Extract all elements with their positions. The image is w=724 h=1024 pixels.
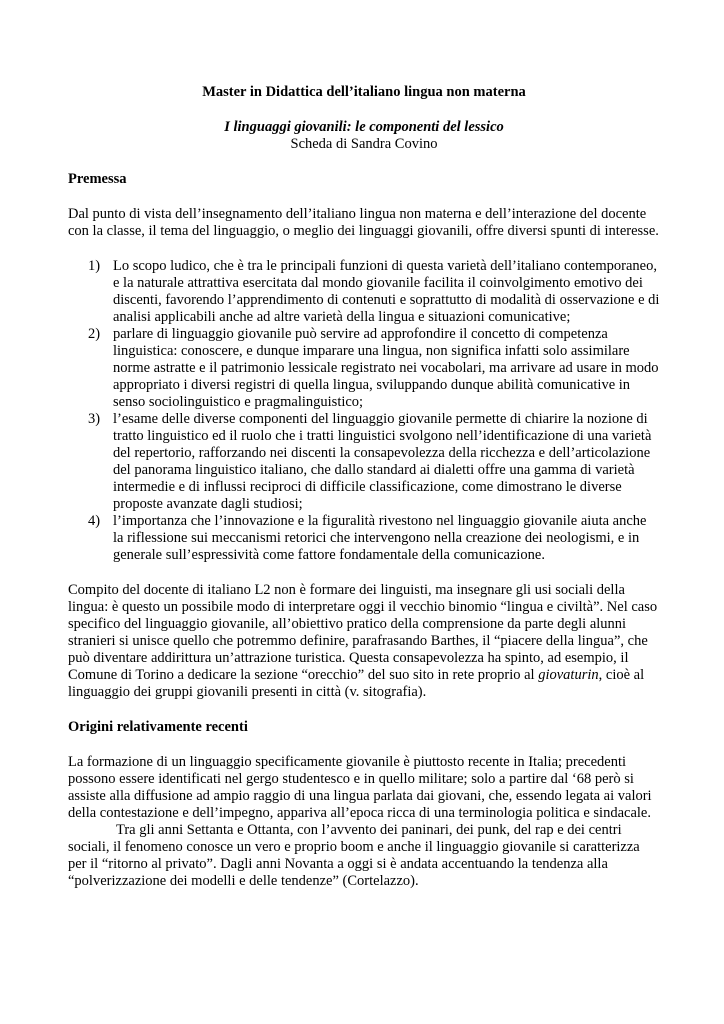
document-title: Master in Didattica dell’italiano lingua non materna [202,84,526,100]
list-item-number: 2) [88,326,101,342]
document-page [68,84,660,890]
section-heading-premessa: Premessa [68,171,127,187]
list-item-text: parlare di linguaggio giovanile può servire ad approfondire il concetto di competenza linguistica: conoscere, e dunque imparare una lingua, non significa infatti solo assimilare norme astratte e il patrimonio lessicale registrato nei vocabolari, ma arrivare ad usare in modo appropriato i diversi registri di quella lingua, sviluppando dunque abilità comunicative in senso sociolinguistico e pragmalinguistico; [113,326,659,410]
premessa-closing-paragraph [68,582,660,701]
premessa-list [68,258,660,564]
list-item-text: l’importanza che l’innovazione e la figuralità rivestono nel linguaggio giovanile aiuta anche la riflessione sui meccanismi retorici che intervengono nella creazione dei neologismi, e in generale sull’espressività come fattore fondamentale della comunicazione. [113,513,647,563]
origini-paragraph-2: Tra gli anni Settanta e Ottanta, con l’avvento dei paninari, dei punk, del rap e dei centri sociali, il fenomeno conosce un vero e proprio boom e anche il linguaggio giovanile si caratterizza per il “ritorno al privato”. Dagli anni Novanta a oggi si è andata accentuando la tendenza alla “polverizzazione dei modelli e delle tendenze” (Cortelazzo). [68,822,640,889]
origini-paragraph-1: La formazione di un linguaggio specificamente giovanile è piuttosto recente in Italia; precedenti possono essere identificati nel gergo studentesco e in quello militare; solo a partire dal ‘68 però si assiste alla diffusione ad ampio raggio di una lingua parlata dai giovani, che, essendo legata ai valori della contestazione e dell’impegno, appariva all’epoca ricca di una terminologia politica e sindacale. [68,754,652,821]
list-item-number: 3) [88,411,101,427]
list-item-number: 1) [88,258,101,274]
premessa-intro: Dal punto di vista dell’insegnamento dell’italiano lingua non materna e dell’interazione del docente con la classe, il tema del linguaggio, o meglio dei linguaggi giovanili, offre diversi spunti di interesse. [68,206,659,239]
list-item-text: l’esame delle diverse componenti del linguaggio giovanile permette di chiarire la nozione di tratto linguistico ed il ruolo che i tratti linguistici svolgono nell’identificazione di una varietà del repertorio, rafforzando nei discenti la consapevolezza della ricchezza e dell’articolazione del panorama linguistico italiano, che dallo standard ai dialetti offre una gamma di varietà intermedie e di influssi reciproci di difficile classificazione, come dimostrano le diverse proposte avanzate dagli studiosi; [113,411,652,512]
closing-text-after: , cioè al linguaggio dei gruppi giovanili presenti in città (v. sitografia). [68,667,645,700]
list-item [68,258,660,326]
list-item [68,326,660,411]
document-subtitle: I linguaggi giovanili: le componenti del lessico [224,119,504,135]
list-item-text: Lo scopo ludico, che è tra le principali funzioni di questa varietà dell’italiano contemporaneo, e la naturale attrattiva esercitata dal mondo giovanile facilita il coinvolgimento emotivo dei discenti, favorendo l’apprendimento di contenuti e soprattutto di modalità di osservazione e di analisi applicabili anche ad altre varietà della lingua e situazioni comunicative; [113,258,660,325]
list-item [68,513,660,564]
closing-text-before: Compito del docente di italiano L2 non è formare dei linguisti, ma insegnare gli usi sociali della lingua: è questo un possibile modo di interpretare oggi il vecchio binomio “lingua e civiltà”. Nel caso specifico del linguaggio giovanile, all’obiettivo pratico della comprensione da parte degli alunni stranieri si unisce quello che potremmo definire, parafrasando Barthes, il “piacere della lingua”, che può diventare addirittura un’attrazione turistica. Questa consapevolezza ha spinto, ad esempio, il Comune di Torino a dedicare la sezione “orecchio” del suo sito in rete proprio al [68,582,658,683]
list-item [68,411,660,513]
list-item-number: 4) [88,513,101,529]
section-heading-origini: Origini relativamente recenti [68,719,248,735]
document-byline: Scheda di Sandra Covino [290,136,438,152]
closing-text-italic: giovaturin [538,667,599,683]
